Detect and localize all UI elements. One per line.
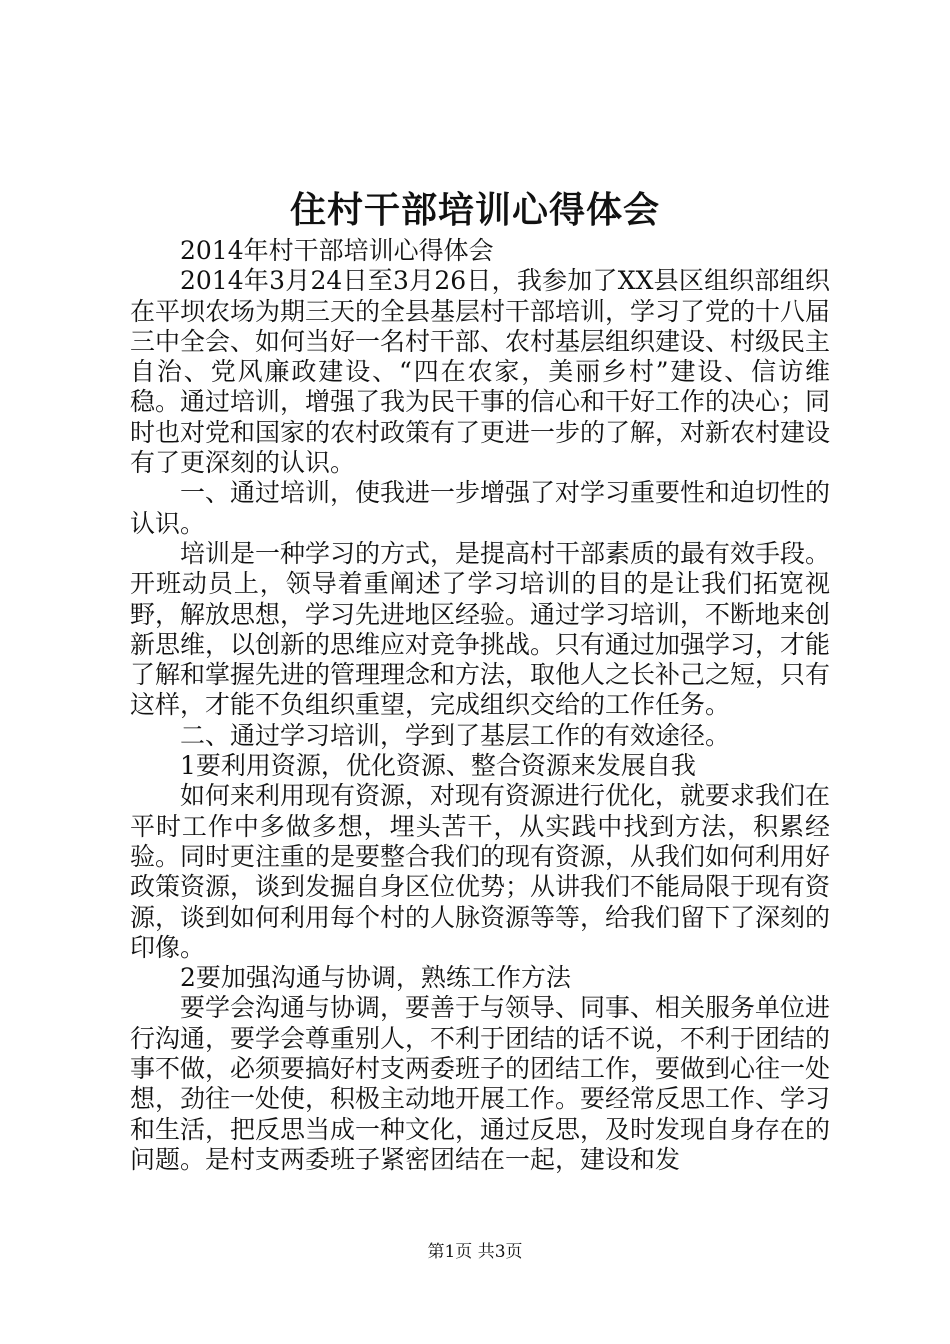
- document-body: [130, 236, 830, 1175]
- subheading-2: 2要加强沟通与协调，熟练工作方法: [180, 963, 571, 993]
- paragraph-resources: 如何来利用现有资源，对现有资源进行优化，就要求我们在平时工作中多做多想，埋头苦干，从实践中找到方法，积累经验。同时更注重的是要整合我们的现有资源，从我们如何利用好政策资源，谈到发掘自身区位优势；从讲我们不能局限于现有资源，谈到如何利用每个村的人脉资源等等，给我们留下了深刻的印像。: [130, 781, 831, 962]
- section-heading-2: 二、通过学习培训，学到了基层工作的有效途径。: [180, 720, 731, 750]
- page-footer: 第1页 共3页: [427, 1242, 523, 1262]
- paragraph-subtitle: 2014年村干部培训心得体会: [180, 236, 494, 265]
- paragraph-training: 培训是一种学习的方式，是提高村干部素质的最有效手段。开班动员上，领导着重阐述了学习培训的目的是让我们拓宽视野，解放思想，学习先进地区经验。通过学习培训，不断地来创新思维，以创新的思维应对竞争挑战。只有通过加强学习，才能了解和掌握先进的管理理念和方法，取他人之长补己之短，只有这样，才能不负组织重望，完成组织交给的工作任务。: [130, 538, 831, 720]
- paragraph-intro: 2014年3月24日至3月26日，我参加了XX县区组织部组织在平坝农场为期三天的全县基层村干部培训，学习了党的十八届三中全会、如何当好一名村干部、农村基层组织建设、村级民主自治、党风廉政建设、“四在农家，美丽乡村”建设、信访维稳。通过培训，增强了我为民干事的信心和干好工作的决心；同时也对党和国家的农村政策有了更进一步的了解，对新农村建设有了更深刻的认识。: [130, 266, 831, 478]
- section-heading-1: 一、通过培训，使我进一步增强了对学习重要性和迫切性的认识。: [130, 478, 831, 538]
- subheading-1: 1要利用资源，优化资源、整合资源来发展自我: [180, 751, 696, 781]
- document-title: 住村干部培训心得体会: [289, 189, 660, 231]
- paragraph-communication: 要学会沟通与协调，要善于与领导、同事、相关服务单位进行沟通，要学会尊重别人，不利于团结的话不说，不利于团结的事不做，必须要搞好村支两委班子的团结工作，要做到心往一处想，劲往一处使，积极主动地开展工作。要经常反思工作、学习和生活，把反思当成一种文化，通过反思，及时发现自身存在的问题。是村支两委班子紧密团结在一起，建设和发: [130, 993, 831, 1174]
